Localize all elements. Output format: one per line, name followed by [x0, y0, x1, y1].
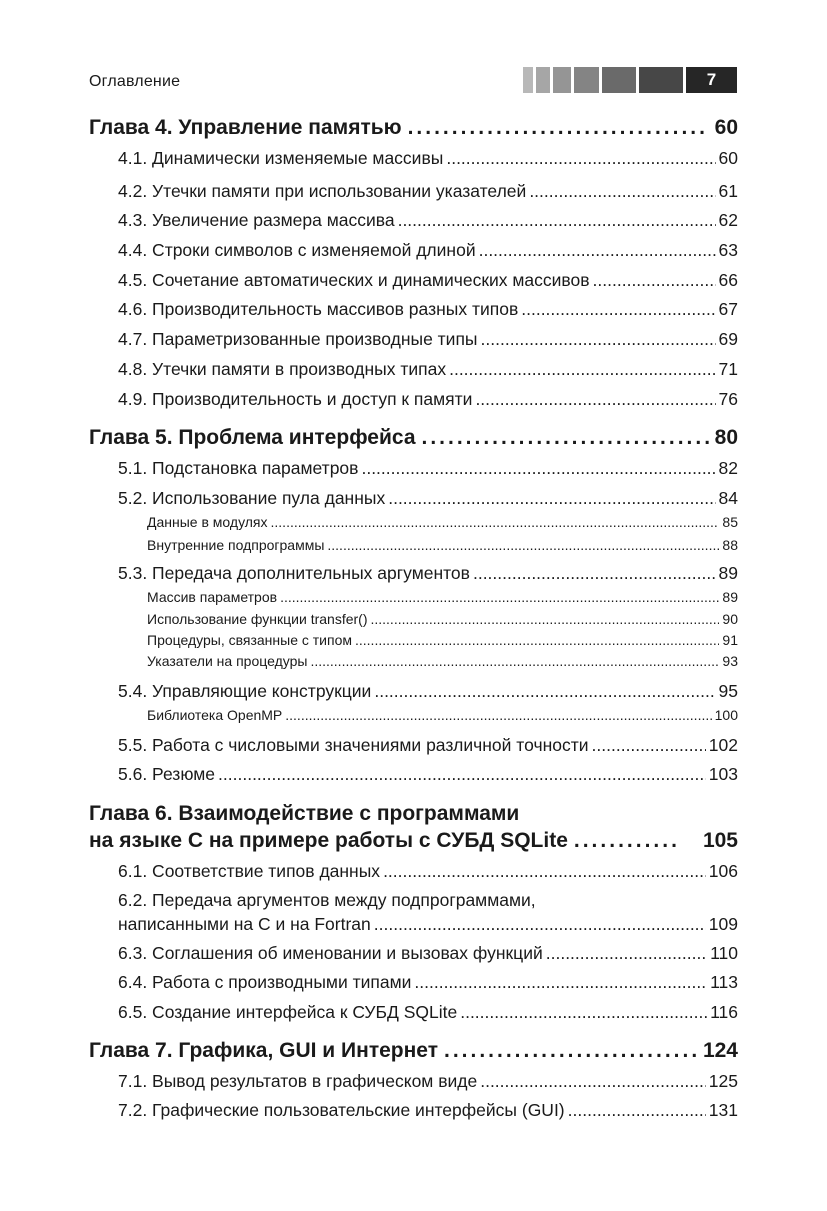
toc-leader-dots: [568, 1100, 706, 1121]
toc-page: 110: [710, 943, 738, 963]
toc-page: 63: [718, 240, 738, 260]
toc-leader-dots: [398, 210, 716, 231]
toc-subsection[interactable]: [147, 514, 738, 530]
toc-page: 60: [714, 116, 738, 139]
toc-leader-dots: [374, 914, 706, 935]
toc-section[interactable]: [118, 972, 738, 993]
toc-section[interactable]: [118, 210, 738, 231]
toc-leader-dots: [574, 829, 680, 853]
toc-page: 105: [702, 829, 738, 852]
toc-section[interactable]: [118, 681, 738, 702]
header-bar: [553, 67, 571, 93]
toc-leader-dots: [310, 653, 719, 669]
toc-title: Глава 7. Графика, GUI и Интернет: [89, 1039, 438, 1062]
toc-section[interactable]: [118, 148, 738, 169]
toc-title: написанными на C и на Fortran: [118, 914, 371, 934]
toc-page: 89: [722, 589, 738, 605]
toc-chapter[interactable]: [89, 116, 738, 140]
toc-leader-dots: [355, 632, 719, 648]
toc-page: 100: [714, 707, 738, 723]
toc-leader-dots: [479, 240, 716, 261]
toc-leader-dots: [285, 707, 711, 723]
toc-title: 4.5. Сочетание автоматических и динамических массивов: [118, 270, 590, 290]
toc-page: 62: [718, 210, 738, 230]
toc-section[interactable]: [118, 270, 738, 291]
toc-title: Массив параметров: [147, 589, 278, 605]
toc-title: 4.1. Динамически изменяемые массивы: [118, 148, 444, 168]
toc-section-title-line[interactable]: 6.2. Передача аргументов между подпрограммами,: [118, 890, 536, 910]
toc-page: 89: [718, 563, 738, 583]
toc-page: 88: [722, 537, 738, 553]
toc-section[interactable]: [118, 181, 738, 202]
toc-leader-dots: [593, 270, 716, 291]
toc-leader-dots: [475, 389, 715, 410]
toc-page: 60: [718, 148, 738, 168]
toc-chapter[interactable]: [89, 1039, 738, 1063]
toc-leader-dots: [370, 611, 719, 627]
toc-title: Глава 4. Управление памятью: [89, 116, 402, 139]
toc-title: 4.8. Утечки памяти в производных типах: [118, 359, 447, 379]
toc-chapter[interactable]: [89, 829, 686, 853]
toc-leader-dots: [529, 181, 715, 202]
toc-page: 82: [718, 458, 738, 478]
toc-page: 69: [718, 329, 738, 349]
toc-section[interactable]: [118, 1100, 738, 1121]
toc-section[interactable]: [118, 563, 738, 584]
toc-leader-dots: [218, 764, 706, 785]
header-bar: [639, 67, 683, 93]
toc-title: 5.2. Использование пула данных: [118, 488, 386, 508]
toc-page: 61: [718, 181, 738, 201]
header-bar: [523, 67, 533, 93]
toc-leader-dots: [383, 861, 706, 882]
header-bar: [536, 67, 550, 93]
toc-chapter-title-line[interactable]: Глава 6. Взаимодействие с программами: [89, 802, 520, 825]
toc-leader-dots: [408, 116, 709, 140]
toc-section[interactable]: [118, 488, 738, 509]
toc-title: 5.6. Резюме: [118, 764, 216, 784]
toc-page: 102: [708, 735, 738, 755]
toc-subsection[interactable]: [147, 537, 738, 553]
toc-page: 71: [718, 359, 738, 379]
toc-page: 93: [722, 653, 738, 669]
toc-page: 113: [710, 972, 738, 992]
toc-leader-dots: [446, 148, 715, 169]
toc-title: 4.4. Строки символов с изменяемой длиной: [118, 240, 476, 260]
toc-title: Данные в модулях: [147, 514, 268, 530]
toc-title: 4.7. Параметризованные производные типы: [118, 329, 478, 349]
toc-page: 109: [708, 914, 738, 934]
toc-section[interactable]: [118, 861, 738, 882]
toc-section[interactable]: [118, 1002, 738, 1023]
toc-title: 4.2. Утечки памяти при использовании указателей: [118, 181, 527, 201]
toc-page: 106: [708, 861, 738, 881]
toc-title: Процедуры, связанные с типом: [147, 632, 352, 648]
toc-title: Внутренние подпрограммы: [147, 537, 325, 553]
toc-title: 4.6. Производительность массивов разных типов: [118, 299, 519, 319]
header-bar: [602, 67, 636, 93]
toc-leader-dots: [414, 972, 707, 993]
toc-subsection[interactable]: [147, 589, 738, 605]
toc-section[interactable]: [118, 458, 738, 479]
toc-section[interactable]: [118, 299, 738, 320]
toc-page: 85: [722, 514, 738, 530]
toc-leader-dots: [546, 943, 707, 964]
toc-title: 5.4. Управляющие конструкции: [118, 681, 372, 701]
toc-leader-dots: [592, 735, 706, 756]
toc-section[interactable]: [118, 943, 738, 964]
toc-section[interactable]: [118, 359, 738, 380]
toc-title: 6.3. Соглашения об именовании и вызовах функций: [118, 943, 543, 963]
toc-title: 5.1. Подстановка параметров: [118, 458, 359, 478]
toc-section[interactable]: [118, 240, 738, 261]
header-title: Оглавление: [89, 73, 181, 90]
header-bar: [574, 67, 599, 93]
toc-leader-dots: [374, 681, 715, 702]
toc-title: на языке C на примере работы с СУБД SQLite: [89, 829, 568, 852]
toc-chapter-page-row: [703, 829, 738, 853]
toc-leader-dots: [361, 458, 715, 479]
toc-title: Библиотека OpenMP: [147, 707, 283, 723]
toc-title: 7.2. Графические пользовательские интерфейсы (GUI): [118, 1100, 565, 1120]
toc-chapter[interactable]: [89, 426, 738, 450]
toc-subsection[interactable]: [147, 653, 738, 669]
toc-title: 4.9. Производительность и доступ к памяти: [118, 389, 473, 409]
toc-leader-dots: [327, 537, 719, 553]
toc-title: 4.3. Увеличение размера массива: [118, 210, 395, 230]
toc-page: 124: [702, 1039, 738, 1062]
toc-page: 66: [718, 270, 738, 290]
toc-subsection[interactable]: [147, 632, 738, 648]
toc-section[interactable]: [118, 329, 738, 350]
toc-leader-dots: [422, 426, 709, 450]
toc-title: 5.3. Передача дополнительных аргументов: [118, 563, 470, 583]
toc-title: 6.1. Соответствие типов данных: [118, 861, 381, 881]
toc-title: Глава 5. Проблема интерфейса: [89, 426, 416, 449]
page-number: 7: [686, 67, 737, 93]
toc-page: 95: [718, 681, 738, 701]
toc-leader-dots: [480, 1071, 706, 1092]
toc-title: 6.4. Работа с производными типами: [118, 972, 412, 992]
toc-section[interactable]: [118, 1071, 738, 1092]
toc-page: 80: [714, 426, 738, 449]
toc-subsection[interactable]: [147, 707, 738, 723]
toc-title: 5.5. Работа с числовыми значениями различной точности: [118, 735, 589, 755]
toc-title: 6.5. Создание интерфейса к СУБД SQLite: [118, 1002, 458, 1022]
toc-leader-dots: [388, 488, 715, 509]
toc-leader-dots: [271, 514, 720, 530]
toc-page: 91: [722, 632, 738, 648]
toc-leader-dots: [449, 359, 715, 380]
toc-leader-dots: [481, 329, 716, 350]
toc-page: 76: [718, 389, 738, 409]
toc-page: 84: [718, 488, 738, 508]
toc-leader-dots: [521, 299, 715, 320]
toc-leader-dots: [280, 589, 719, 605]
toc-section[interactable]: [118, 735, 738, 756]
toc-leader-dots: [444, 1039, 697, 1063]
toc-title: Использование функции transfer(): [147, 611, 368, 627]
toc-section[interactable]: [118, 764, 738, 785]
toc-page: 67: [718, 299, 738, 319]
toc-subsection[interactable]: [147, 611, 738, 627]
toc-page: 103: [708, 764, 738, 784]
toc-section[interactable]: [118, 914, 738, 935]
toc-section[interactable]: [118, 389, 738, 410]
toc-leader-dots: [473, 563, 716, 584]
toc-page: 125: [708, 1071, 738, 1091]
toc-title: Указатели на процедуры: [147, 653, 308, 669]
toc-page: 131: [708, 1100, 738, 1120]
toc-leader-dots: [460, 1002, 707, 1023]
toc-page: 116: [710, 1002, 738, 1022]
toc-page: 90: [722, 611, 738, 627]
toc-title: 7.1. Вывод результатов в графическом виде: [118, 1071, 478, 1091]
